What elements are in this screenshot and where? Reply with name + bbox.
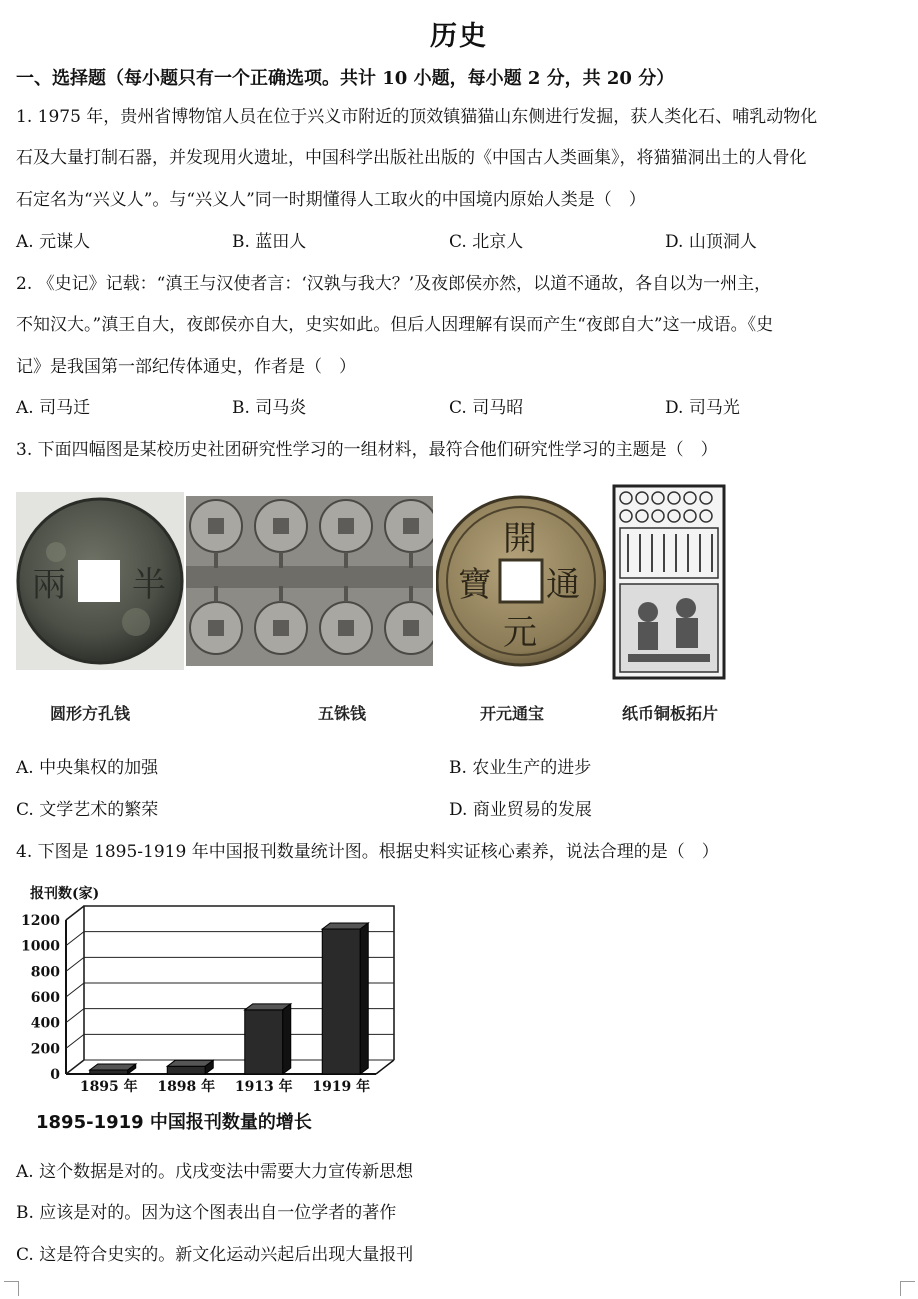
chart-xtick-label: 1898 年: [157, 1079, 216, 1095]
q3-option-d[interactable]: D. 商业贸易的发展: [449, 800, 592, 820]
chart-bar: [90, 1070, 128, 1074]
svg-text:半: 半: [132, 565, 166, 605]
page-corner-mark-left: [4, 1281, 19, 1296]
paper-money-plate-icon: [612, 484, 726, 680]
chart-xtick-label: 1895 年: [79, 1079, 138, 1095]
page-corner-mark-right: [900, 1281, 915, 1296]
ban-liang-coin-image: [16, 492, 184, 670]
q2-line-1: 2. 《史记》记载：“滇王与汉使者言：‘汉孰与我大？’及夜郎侯亦然，以道不通故，各自以为一州主，: [16, 274, 772, 294]
chart-title: 1895-1919 中国报刊数量的增长: [36, 1112, 312, 1133]
section-heading: 一、选择题（每小题只有一个正确选项。共计 10 小题，每小题 2 分，共 20 分）: [16, 68, 675, 89]
page-title: 历史: [430, 21, 488, 52]
caption-ban-liang: 圆形方孔钱: [50, 704, 131, 723]
svg-text:兩: 兩: [32, 565, 66, 605]
q1-option-d[interactable]: D. 山顶洞人: [665, 232, 757, 252]
q4-option-b[interactable]: B. 应该是对的。因为这个图表出自一位学者的著作: [16, 1203, 397, 1223]
chart-ytick-label: 400: [30, 1015, 60, 1032]
chart-bar: [167, 1066, 205, 1074]
q4-option-c[interactable]: C. 这是符合史实的。新文化运动兴起后出现大量报刊: [16, 1245, 414, 1265]
kaiyuan-coin-icon: [436, 492, 606, 670]
q4-option-a[interactable]: A. 这个数据是对的。戊戌变法中需要大力宣传新思想: [16, 1162, 414, 1182]
chart-ytick-label: 1000: [21, 938, 60, 955]
q1-line-1: 1. 1975 年，贵州省博物馆人员在位于兴义市附近的顶效镇猫猫山东侧进行发掘，获人类化石、哺乳动物化: [16, 107, 818, 127]
q2-option-b[interactable]: B. 司马炎: [232, 398, 307, 418]
chart-bar-side: [283, 1004, 291, 1074]
chart-bar-side: [360, 923, 368, 1074]
chart-bar: [322, 929, 360, 1074]
q2-option-a[interactable]: A. 司马迁: [16, 398, 91, 418]
chart-xtick-label: 1913 年: [234, 1079, 293, 1095]
q2-option-c[interactable]: C. 司马昭: [449, 398, 524, 418]
svg-text:寶: 寶: [458, 565, 492, 605]
wuzhu-coin-mould-image: [186, 496, 433, 666]
caption-paper-money: 纸币铜板拓片: [622, 704, 719, 723]
svg-text:通: 通: [546, 565, 580, 605]
svg-text:元: 元: [503, 613, 537, 653]
q1-option-c[interactable]: C. 北京人: [449, 232, 524, 252]
caption-wuzhu: 五铢钱: [318, 704, 367, 723]
q1-option-b[interactable]: B. 蓝田人: [232, 232, 307, 252]
q1-line-2: 石及大量打制石器，并发现用火遗址，中国科学出版社出版的《中国古人类画集》，将猫猫洞出土的人骨化: [16, 148, 807, 168]
chart-ytick-label: 1200: [21, 913, 60, 929]
chart-ytick-label: 0: [50, 1067, 60, 1083]
svg-text:開: 開: [503, 519, 537, 559]
ban-liang-coin-icon: [16, 492, 184, 670]
caption-kaiyuan: 开元通宝: [480, 704, 545, 723]
chart-ytick-label: 200: [30, 1041, 60, 1058]
q3-option-a[interactable]: A. 中央集权的加强: [16, 758, 159, 778]
chart-bar: [245, 1010, 283, 1074]
paper-money-plate-image: [612, 484, 726, 680]
chart-xtick-label: 1919 年: [312, 1079, 371, 1095]
chart-ylabel: 报刊数(家): [30, 886, 100, 902]
wuzhu-mould-icon: [186, 496, 433, 666]
chart-ytick-label: 600: [30, 990, 60, 1006]
q3-option-c[interactable]: C. 文学艺术的繁荣: [16, 800, 159, 820]
q2-line-3: 记》是我国第一部纪传体通史，作者是（ ）: [16, 357, 356, 377]
q1-line-3: 石定名为“兴义人”。与“兴义人”同一时期懂得人工取火的中国境内原始人类是（ ）: [16, 190, 646, 210]
q4-line: 4. 下图是 1895-1919 年中国报刊数量统计图。根据史料实证核心素养，说法合理的是（ ）: [16, 842, 719, 862]
chart-floor-edge: [376, 1060, 394, 1074]
q1-option-a[interactable]: A. 元谋人: [16, 232, 91, 252]
newspaper-bar-chart: [20, 878, 420, 1140]
q2-line-2: 不知汉大。”滇王自大，夜郎侯亦自大，史实如此。但后人因理解有误而产生“夜郎自大”这一成语。《史: [16, 315, 774, 335]
q2-option-d[interactable]: D. 司马光: [665, 398, 740, 418]
q3-option-b[interactable]: B. 农业生产的进步: [449, 758, 592, 778]
kaiyuan-tongbao-coin-image: [436, 492, 606, 670]
q3-line: 3. 下面四幅图是某校历史社团研究性学习的一组材料，最符合他们研究性学习的主题是（ ）: [16, 440, 718, 460]
chart-gridline: [66, 906, 394, 920]
chart-ytick-label: 800: [30, 964, 60, 981]
